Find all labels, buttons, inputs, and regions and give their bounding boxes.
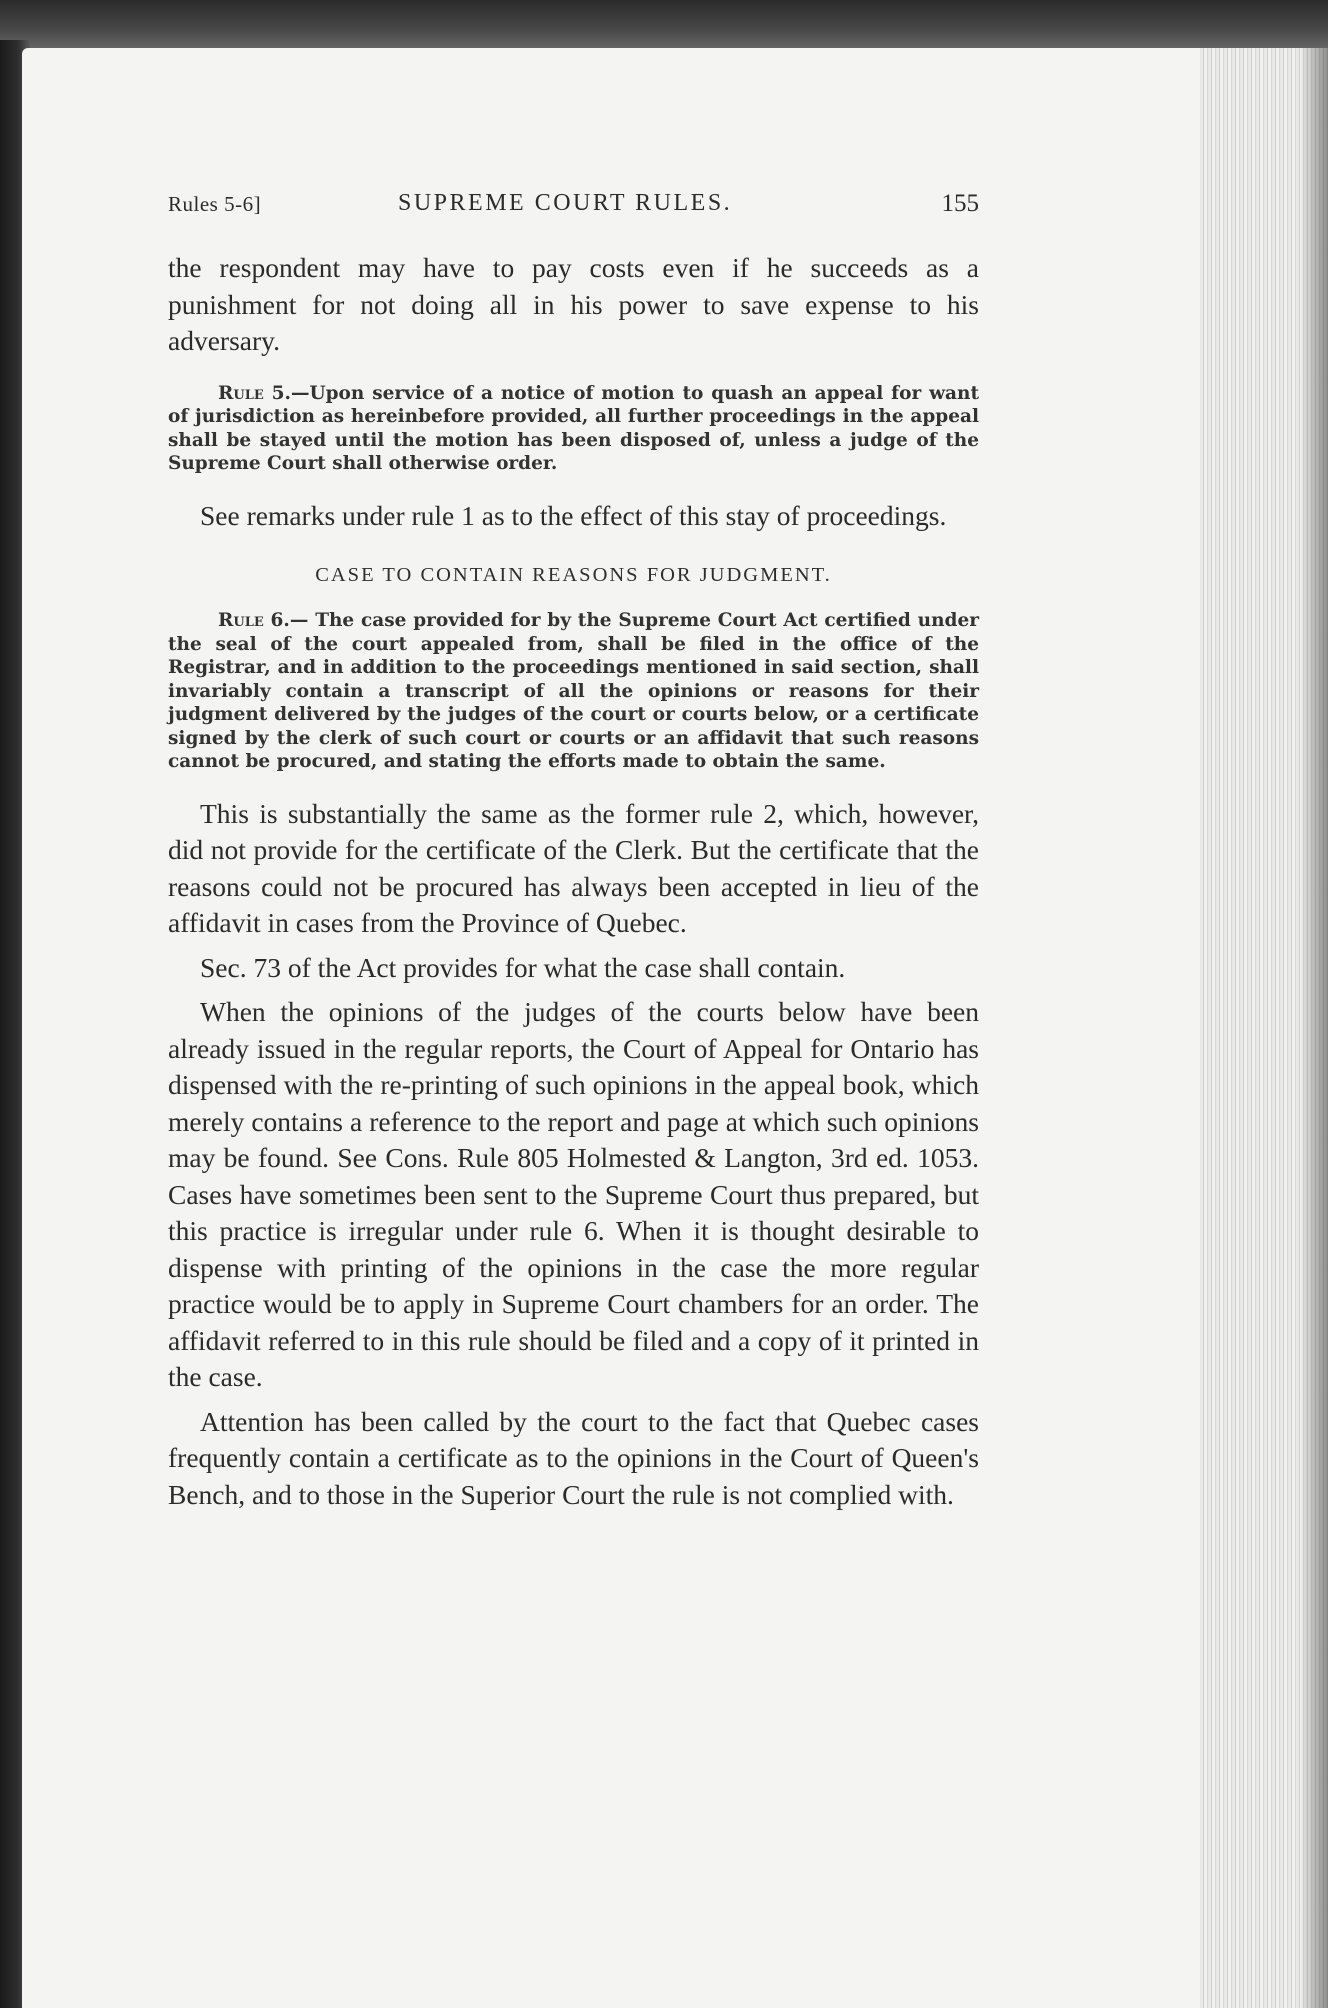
- section-heading: CASE TO CONTAIN REASONS FOR JUDGMENT.: [315, 564, 832, 586]
- rule-6-label: Rule 6.: [218, 610, 290, 631]
- commentary-paragraph: This is substantially the same as the former rule 2, which, however, did not provide for the certificate of the Clerk. But the certificate that the reasons could not be procured has always been accepted in lieu of the affidavit in cases from the Province of Quebec.: [168, 797, 979, 938]
- scan-top-border: [0, 0, 1328, 52]
- commentary-paragraph: When the opinions of the judges of the courts below have been already issued in the regular reports, the Court of Appeal for Ontario has dispensed with the re-printing of such opinions in the appeal book, which merely contains a reference to the report and page at which such opinions may be found. See Cons. Rule 805 Holmested & Langton, 3rd ed. 1053. Cases have sometimes been sent to the Supreme Court thus prepared, but this practice is irregular under rule 6. When it is thought desirable to dispense with printing of the opinions in the case the more regular practice would be to apply in Supreme Court chambers for an order. The affidavit referred to in this rule should be filed and a copy of it printed in the case.: [168, 996, 979, 1392]
- rule-5-remark: See remarks under rule 1 as to the effect of this stay of proceedings.: [200, 499, 947, 531]
- running-head-rules-range: Rules 5-6]: [168, 192, 262, 216]
- rule-6: [168, 609, 979, 774]
- rule-5-text: —Upon service of a notice of motion to quash an appeal for want of jurisdiction as hereinbefore provided, all further proceedings in the appeal shall be stayed until the motion has been disposed of, unless a judge of the Supreme Court shall otherwise order.: [168, 382, 979, 474]
- page-stack-edges: [1200, 48, 1328, 2008]
- commentary-paragraph: Attention has been called by the court to the fact that Quebec cases frequently contain a certificate as to the opinions in the Court of Queen's Bench, and to those in the Superior Court the rule is not complied with.: [168, 1405, 979, 1510]
- opening-paragraph: the respondent may have to pay costs even if he succeeds as a punishment for not doing all in his power to save expense to his adversary.: [168, 252, 979, 356]
- running-head-title: SUPREME COURT RULES.: [398, 190, 733, 216]
- page-number: 155: [941, 190, 979, 217]
- page-content: [168, 190, 979, 1513]
- rule-6-text: — The case provided for by the Supreme Court Act certified under the seal of the court appealed from, shall be filed in the office of the Registrar, and in addition to the proceedings mentioned in said section, shall invariably contain a transcript of all the opinions or reasons for their judgment delivered by the judges of the court or courts below, or a certificate signed by the clerk of such court or courts or an affidavit that such reasons cannot be procured, and stating the efforts made to obtain the same.: [168, 610, 980, 772]
- commentary-paragraph: Sec. 73 of the Act provides for what the case shall contain.: [200, 951, 846, 983]
- running-head: [168, 190, 979, 230]
- rule-5: [168, 382, 979, 476]
- rule-5-label: Rule 5.: [218, 382, 291, 404]
